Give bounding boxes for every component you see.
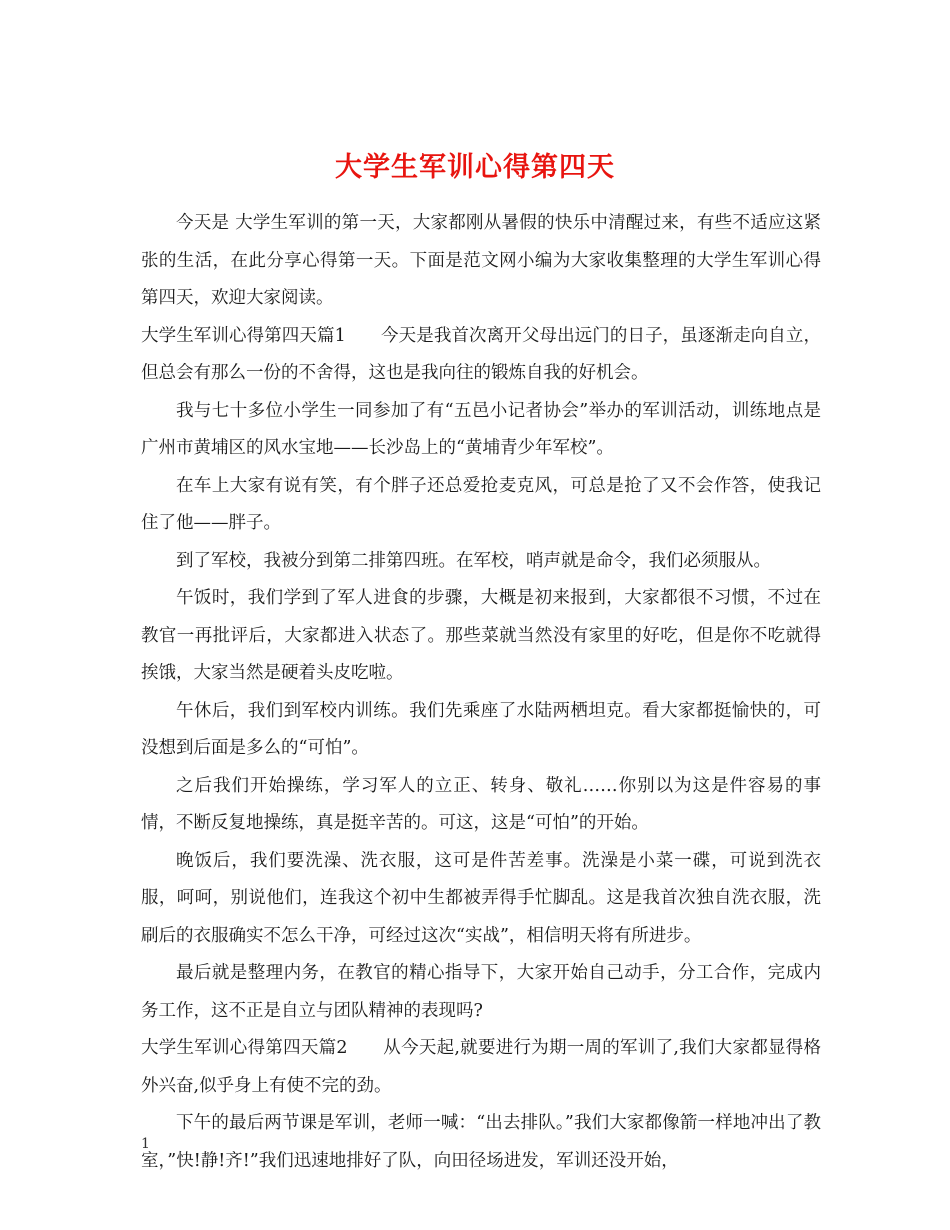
paragraph: 下午的最后两节课是军训，老师一喊：“出去排队。”我们大家都像箭一样地冲出了教室，”快!静!齐!”我们迅速地排好了队，向田径场进发，军训还没开始， xyxy=(141,1113,821,1171)
page-number: 1 xyxy=(141,1136,150,1152)
paragraph: 之后我们开始操练，学习军人的立正、转身、敬礼……你别以为这是件容易的事情，不断反复地操练，真是挺辛苦的。可这，这是“可怕”的开始。 xyxy=(141,775,821,833)
section-heading-paragraph: 大学生军训心得第四天篇1 今天是我首次离开父母出远门的日子，虽逐渐走向自立，但总会有那么一份的不舍得，这也是我向往的锻炼自我的好机会。 xyxy=(141,325,821,383)
section-heading-paragraph: 大学生军训心得第四天篇2 从今天起,就要进行为期一周的军训了,我们大家都显得格外兴奋,似乎身上有使不完的劲。 xyxy=(141,1038,821,1096)
document-body xyxy=(141,205,821,1180)
paragraph: 晚饭后，我们要洗澡、洗衣服，这可是件苦差事。洗澡是小菜一碟，可说到洗衣服，呵呵，别说他们，连我这个初中生都被弄得手忙脚乱。这是我首次独自洗衣服，洗刷后的衣服确实不怎么干净，可经过这次“实战”，相信明天将有所进步。 xyxy=(141,850,821,946)
document-title: 大学生军训心得第四天 xyxy=(335,152,615,184)
paragraph: 午饭时，我们学到了军人进食的步骤，大概是初来报到，大家都很不习惯，不过在教官一再批评后，大家都进入状态了。那些菜就当然没有家里的好吃，但是你不吃就得挨饿，大家当然是硬着头皮吃啦。 xyxy=(141,588,821,683)
paragraph: 我与七十多位小学生一同参加了有“五邑小记者协会”举办的军训活动，训练地点是广州市黄埔区的风水宝地——长沙岛上的“黄埔青少年军校”。 xyxy=(141,400,821,458)
paragraph: 在车上大家有说有笑，有个胖子还总爱抢麦克风，可总是抢了又不会作答，使我记住了他——胖子。 xyxy=(141,475,821,533)
paragraph: 午休后，我们到军校内训练。我们先乘座了水陆两栖坦克。看大家都挺愉快的，可没想到后面是多么的“可怕”。 xyxy=(141,700,821,758)
paragraph: 到了军校，我被分到第二排第四班。在军校，哨声就是命令，我们必须服从。 xyxy=(176,550,771,571)
paragraph: 今天是 大学生军训的第一天，大家都刚从暑假的快乐中清醒过来，有些不适应这紧张的生活，在此分享心得第一天。下面是范文网小编为大家收集整理的大学生军训心得第四天，欢迎大家阅读。 xyxy=(141,213,821,308)
paragraph: 最后就是整理内务，在教官的精心指导下，大家开始自己动手，分工合作，完成内务工作，这不正是自立与团队精神的表现吗? xyxy=(141,963,821,1021)
